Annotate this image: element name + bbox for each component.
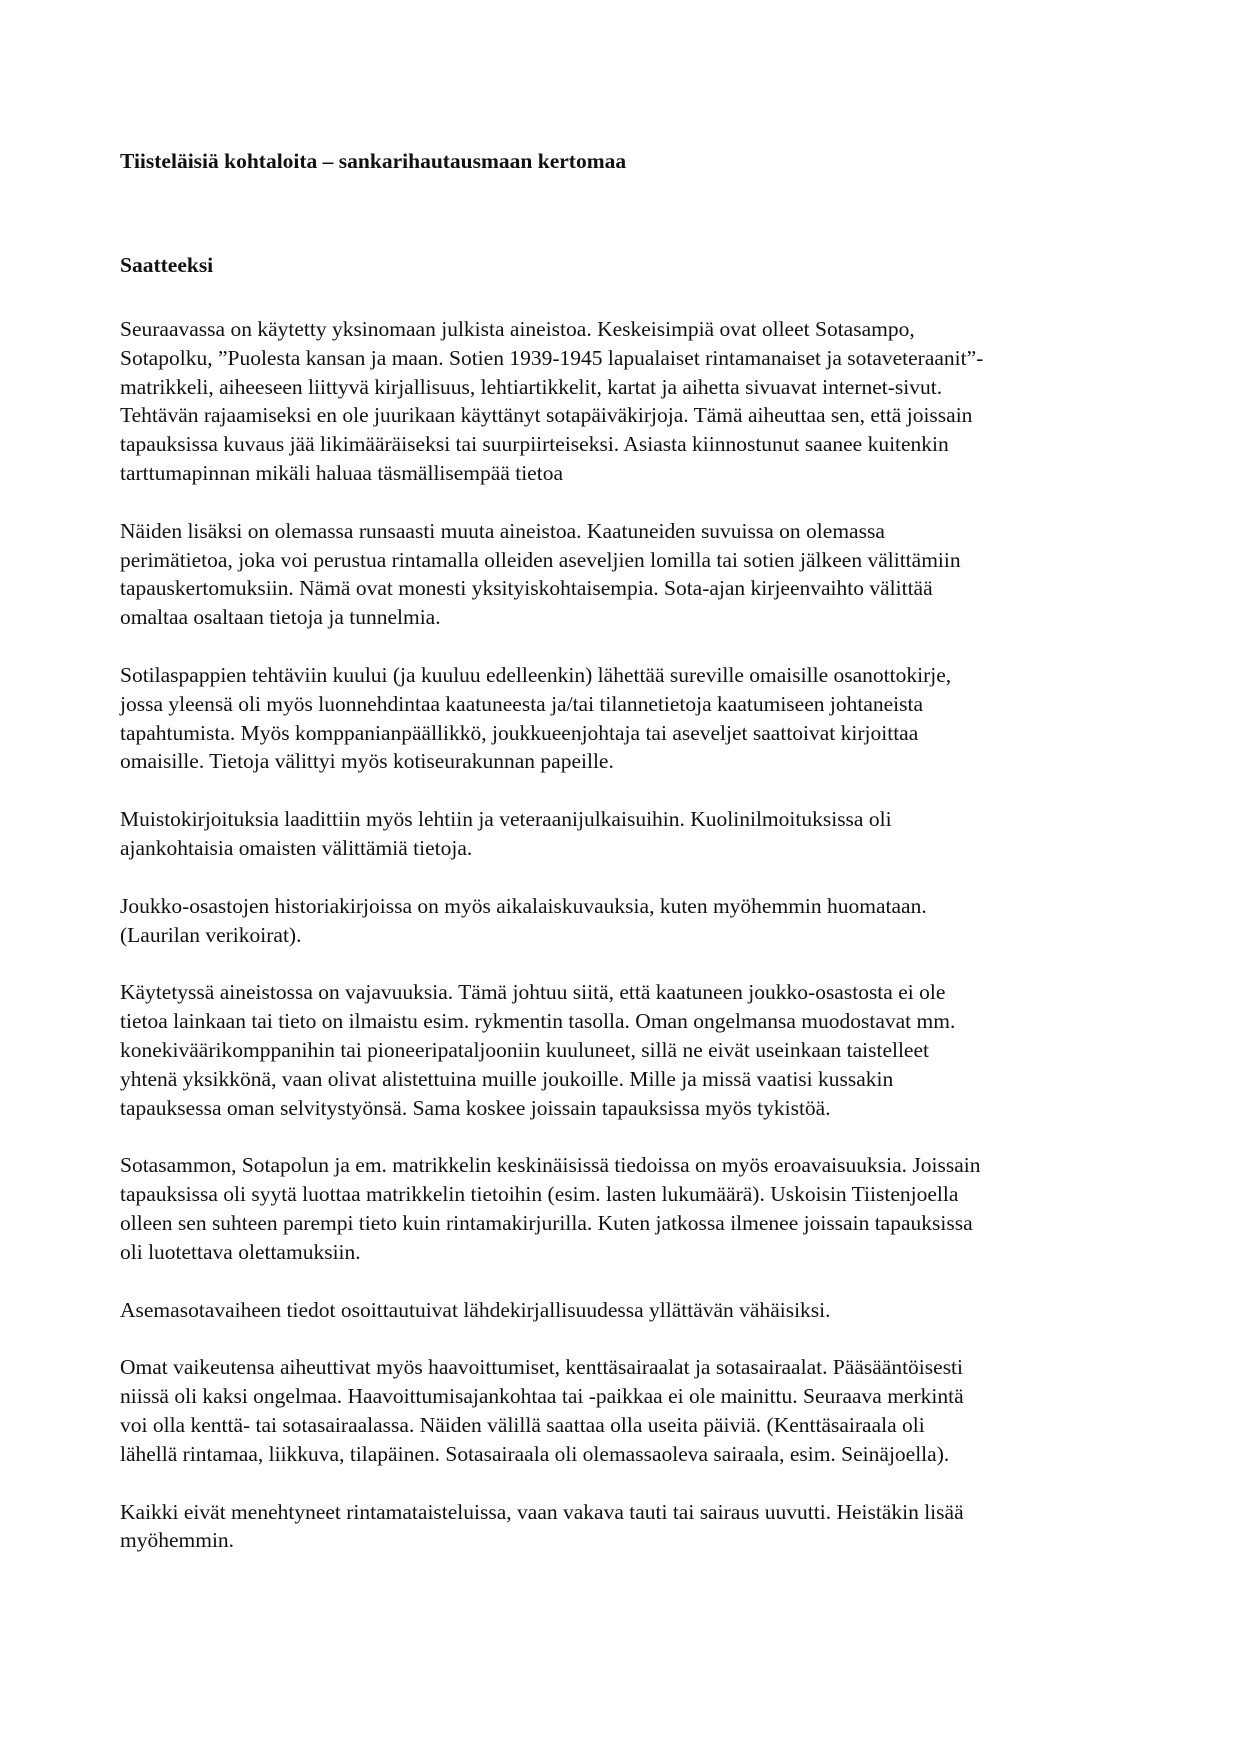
paragraph bbox=[120, 517, 1130, 632]
paragraph-line: omaltaa osaltaan tietoja ja tunnelmia. bbox=[120, 605, 441, 630]
paragraph-line: (Laurilan verikoirat). bbox=[120, 922, 302, 947]
paragraph-line: jossa yleensä oli myös luonnehdintaa kaatuneesta ja/tai tilannetietoja kaatumiseen johtaneista bbox=[120, 691, 924, 716]
paragraph bbox=[120, 315, 1130, 488]
paragraph-line: tapauksissa oli syytä luottaa matrikkelin tietoihin (esim. lasten lukumäärä). Uskoisin Tiistenjoella bbox=[120, 1182, 959, 1207]
paragraph bbox=[120, 978, 1130, 1122]
paragraph-line: niissä oli kaksi ongelmaa. Haavoittumisajankohtaa tai -paikkaa ei ole mainittu. Seuraava merkintä bbox=[120, 1384, 964, 1409]
paragraph bbox=[120, 805, 1130, 863]
paragraph bbox=[120, 1353, 1130, 1468]
paragraph-line: Sotilaspappien tehtäviin kuului (ja kuuluu edelleenkin) lähettää sureville omaisille osanottokirje, bbox=[120, 662, 952, 687]
paragraph-line: tapauksessa oman selvitystyönsä. Sama koskee joissain tapauksissa myös tykistöä. bbox=[120, 1095, 831, 1120]
paragraph-line: Sotapolku, ”Puolesta kansan ja maan. Sotien 1939-1945 lapualaiset rintamanaiset ja sotaveteraanit”- bbox=[120, 345, 984, 370]
paragraph-line: tapauksissa kuvaus jää likimääräiseksi tai suurpiirteiseksi. Asiasta kiinnostunut saanee kuitenkin bbox=[120, 432, 949, 457]
paragraph-line: yhtenä yksikkönä, vaan olivat alistettuina muille joukoille. Mille ja missä vaatisi kussakin bbox=[120, 1066, 894, 1091]
paragraph-line: tapahtumista. Myös komppanianpäällikkö, joukkueenjohtaja tai aseveljet saattoivat kirjoittaa bbox=[120, 720, 919, 745]
paragraph-line: Näiden lisäksi on olemassa runsaasti muuta aineistoa. Kaatuneiden suvuissa on olemassa bbox=[120, 518, 885, 543]
paragraph-line: tarttumapinnan mikäli haluaa täsmällisempää tietoa bbox=[120, 460, 563, 485]
paragraph bbox=[120, 1498, 1130, 1556]
paragraph-line: Käytetyssä aineistossa on vajavuuksia. Tämä johtuu siitä, että kaatuneen joukko-osastosta ei ole bbox=[120, 980, 946, 1005]
paragraph-line: tietoa lainkaan tai tieto on ilmaistu esim. rykmentin tasolla. Oman ongelmansa muodostavat mm. bbox=[120, 1009, 956, 1034]
paragraph bbox=[120, 1151, 1130, 1266]
paragraph-line: Muistokirjoituksia laadittiin myös lehtiin ja veteraanijulkaisuihin. Kuolinilmoituksissa oli bbox=[120, 807, 892, 832]
paragraph-line: voi olla kenttä- tai sotasairaalassa. Näiden välillä saattaa olla useita päiviä. (Kenttäsairaala oli bbox=[120, 1412, 925, 1437]
section-heading: Saatteeksi bbox=[120, 253, 214, 277]
paragraph-line: konekiväärikomppanihin tai pioneeripataljooniin kuuluneet, sillä ne eivät useinkaan taistelleet bbox=[120, 1037, 929, 1062]
body-text bbox=[120, 315, 1130, 1555]
paragraph-line: Tehtävän rajaamiseksi en ole juurikaan käyttänyt sotapäiväkirjoja. Tämä aiheuttaa sen, että joissain bbox=[120, 403, 973, 428]
paragraph-line: Kaikki eivät menehtyneet rintamataisteluissa, vaan vakava tauti tai sairaus uuvutti. Heistäkin lisää bbox=[120, 1499, 964, 1524]
paragraph bbox=[120, 1296, 1130, 1325]
paragraph-line: ajankohtaisia omaisten välittämiä tietoja. bbox=[120, 835, 473, 860]
paragraph-line: lähellä rintamaa, liikkuva, tilapäinen. Sotasairaala oli olemassaoleva sairaala, esim. Seinäjoella). bbox=[120, 1441, 950, 1466]
paragraph-line: oli luotettava olettamuksiin. bbox=[120, 1239, 361, 1264]
document-page bbox=[120, 147, 1130, 1584]
paragraph bbox=[120, 661, 1130, 776]
paragraph-line: Omat vaikeutensa aiheuttivat myös haavoittumiset, kenttäsairaalat ja sotasairaalat. Pääsääntöisesti bbox=[120, 1355, 964, 1380]
paragraph-line: Sotasammon, Sotapolun ja em. matrikkelin keskinäisissä tiedoissa on myös eroavaisuuksia. Joissain bbox=[120, 1153, 981, 1178]
paragraph-line: Asemasotavaiheen tiedot osoittautuivat lähdekirjallisuudessa yllättävän vähäisiksi. bbox=[120, 1297, 831, 1322]
paragraph-line: matrikkeli, aiheeseen liittyvä kirjallisuus, lehtiartikkelit, kartat ja aihetta sivuavat internet-sivut. bbox=[120, 374, 943, 399]
paragraph-line: olleen sen suhteen parempi tieto kuin rintamakirjurilla. Kuten jatkossa ilmenee joissain tapauksissa bbox=[120, 1210, 973, 1235]
paragraph-line: Joukko-osastojen historiakirjoissa on myös aikalaiskuvauksia, kuten myöhemmin huomataan. bbox=[120, 893, 927, 918]
paragraph bbox=[120, 892, 1130, 950]
paragraph-line: omaisille. Tietoja välittyi myös kotiseurakunnan papeille. bbox=[120, 749, 614, 774]
paragraph-line: Seuraavassa on käytetty yksinomaan julkista aineistoa. Keskeisimpiä ovat olleet Sotasampo, bbox=[120, 317, 915, 341]
paragraph-line: perimätietoa, joka voi perustua rintamalla olleiden aseveljien lomilla tai sotien jälkeen välittämiin bbox=[120, 547, 961, 572]
paragraph-line: tapauskertomuksiin. Nämä ovat monesti yksityiskohtaisempia. Sota-ajan kirjeenvaihto välittää bbox=[120, 576, 933, 601]
document-title: Tiisteläisiä kohtaloita – sankarihautausmaan kertomaa bbox=[120, 149, 627, 173]
paragraph-line: myöhemmin. bbox=[120, 1528, 235, 1553]
